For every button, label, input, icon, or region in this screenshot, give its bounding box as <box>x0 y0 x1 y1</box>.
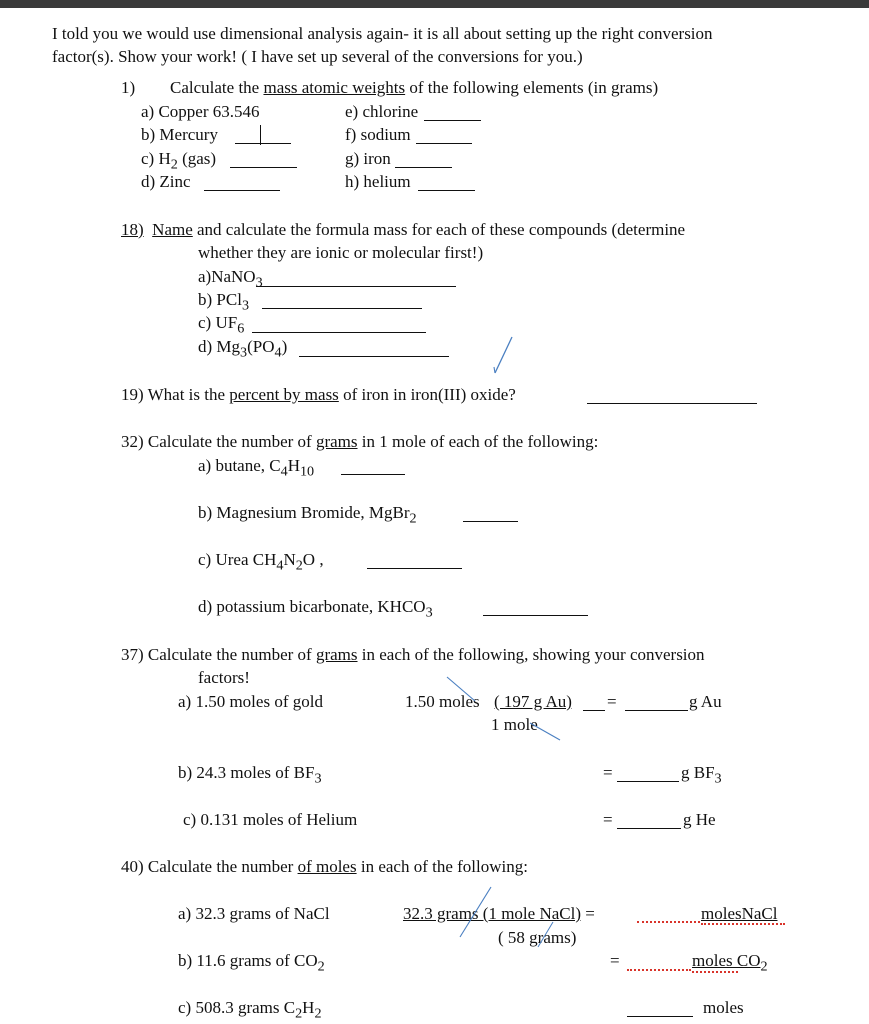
q37-a-work: 1.50 moles <box>405 692 480 711</box>
q40-blank-a[interactable] <box>637 921 700 923</box>
pen-diagonal-mark <box>455 885 495 940</box>
q37-prompt-line-2: factors! <box>198 668 250 687</box>
q40-a-work: 32.3 grams (1 mole NaCl) = <box>403 904 595 923</box>
q37-blank-c[interactable] <box>617 828 681 829</box>
q32-blank-a[interactable] <box>341 474 405 475</box>
spellcheck-squiggle-b <box>692 971 738 973</box>
q40-a-unit: molesNaCl <box>701 904 778 923</box>
q32-blank-d[interactable] <box>483 615 588 616</box>
q40-blank-b[interactable] <box>627 969 691 971</box>
pen-slash-mark <box>445 675 565 745</box>
q37-a-equals: = <box>607 692 617 711</box>
q18-item-d: d) $Mg_3(PO_4)$ <box>198 337 288 361</box>
q1-item-b: b) Mercury <box>141 125 218 144</box>
q37-blank-a[interactable] <box>625 710 688 711</box>
q40-b-equals: = <box>610 951 620 970</box>
q19-answer-blank[interactable] <box>587 403 757 404</box>
q37-a-fraction-bar-extension <box>583 710 605 711</box>
q40-item-a: a) 32.3 grams of NaCl <box>178 904 330 923</box>
q32-item-d: d) potassium bicarbonate, $KHCO_3$ <box>198 597 433 621</box>
q37-blank-b[interactable] <box>617 781 679 782</box>
q18-item-a: a)NaNO$_3$ <box>198 267 263 291</box>
q37-b-unit: g $BF_3$ <box>681 763 722 787</box>
q32-prompt: 32) Calculate the number of grams in 1 mole of each of the following: <box>121 432 599 451</box>
q40-b-unit: moles $CO_2$ <box>692 951 768 975</box>
q37-a-unit: g Au <box>689 692 722 711</box>
intro-line-1: I told you we would use dimensional analysis again- it is all about setting up the right conversion <box>52 24 713 43</box>
q1-item-e: e) chlorine <box>345 102 419 121</box>
q1-blank-d[interactable] <box>204 190 280 191</box>
q32-item-a: a) butane, $C_4H_{10}$ <box>198 456 315 480</box>
q18-prompt-line-2: whether they are ionic or molecular first!) <box>198 243 484 262</box>
intro-line-2: factor(s). Show your work! ( I have set up several of the conversions for you.) <box>52 47 583 66</box>
q40-a-denominator: ( 58 grams) <box>498 928 577 947</box>
q40-blank-c[interactable] <box>627 1016 693 1017</box>
q18-blank-c[interactable] <box>252 332 426 333</box>
q18-blank-d[interactable] <box>299 356 449 357</box>
q40-prompt: 40) Calculate the number of moles in each of the following: <box>121 857 528 876</box>
window-top-edge <box>0 0 869 8</box>
spellcheck-squiggle-a <box>701 923 785 925</box>
q1-item-d: d) Zinc <box>141 172 191 191</box>
text-cursor-mark <box>260 125 261 145</box>
q37-item-a: a) 1.50 moles of gold <box>178 692 323 711</box>
q37-a-fraction-denominator: 1 mole <box>491 715 538 734</box>
q1-number: 1) <box>121 78 136 97</box>
q37-item-b: b) 24.3 moles of $BF_3$ <box>178 763 322 787</box>
q32-blank-b[interactable] <box>463 521 518 522</box>
q18-blank-b[interactable] <box>262 308 422 309</box>
q37-b-equals: = <box>603 763 613 782</box>
q18-prompt: 18) Name and calculate the formula mass for each of these compounds (determine <box>121 220 686 239</box>
q1-blank-g[interactable] <box>395 167 452 168</box>
q32-item-c: c) Urea $CH_4N_2O$ , <box>198 550 324 574</box>
pen-tick-mark <box>533 920 558 950</box>
q1-blank-f[interactable] <box>416 143 472 144</box>
q1-item-f: f) sodium <box>345 125 411 144</box>
q40-c-unit: moles <box>703 998 744 1017</box>
q18-item-b: b) PCl$_3$ <box>198 290 250 314</box>
q37-c-equals: = <box>603 810 613 829</box>
q37-prompt: 37) Calculate the number of grams in each of the following, showing your conversion <box>121 645 705 664</box>
q1-item-c: c) $H_2$ (gas) <box>141 149 217 173</box>
q18-item-c: c) $UF_6$ <box>198 313 245 337</box>
q40-item-c: c) 508.3 grams $C_2H_2$ <box>178 998 322 1022</box>
q18-blank-a[interactable] <box>256 286 456 287</box>
q37-a-fraction-numerator: ( 197 g Au) <box>494 692 572 711</box>
q19-prompt: 19) What is the percent by mass of iron in iron(III) oxide? <box>121 385 516 404</box>
q37-item-c: c) 0.131 moles of Helium <box>183 810 358 829</box>
q40-item-b: b) 11.6 grams of $CO_2$ <box>178 951 325 975</box>
q32-blank-c[interactable] <box>367 568 462 569</box>
pen-stroke-mark <box>490 335 520 377</box>
q1-blank-b[interactable] <box>235 143 291 144</box>
q1-prompt: Calculate the mass atomic weights of the following elements (in grams) <box>170 78 659 97</box>
q1-item-g: g) iron <box>345 149 391 168</box>
q1-item-h: h) helium <box>345 172 411 191</box>
q32-item-b: b) Magnesium Bromide, MgBr$_2$ <box>198 503 417 527</box>
q1-blank-e[interactable] <box>424 120 481 121</box>
q37-c-unit: g He <box>683 810 716 829</box>
q1-blank-h[interactable] <box>418 190 475 191</box>
q1-blank-c[interactable] <box>230 167 297 168</box>
q1-item-a: a) Copper 63.546 <box>141 102 260 121</box>
